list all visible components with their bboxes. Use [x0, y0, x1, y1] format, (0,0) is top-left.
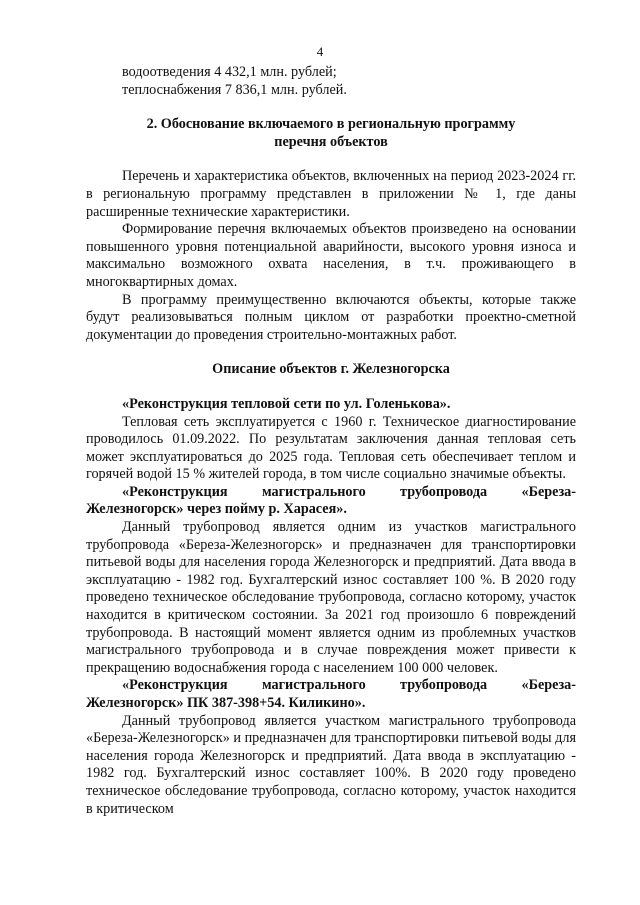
page-number: 4	[316, 44, 324, 59]
section-heading	[86, 116, 576, 151]
funding-lines	[86, 64, 576, 99]
object-2-title: «Реконструкция магистрального трубопровода «Береза-Железногорск» через пойму р. Харасея».	[86, 483, 576, 518]
paragraph-list-of-objects: Перечень и характеристика объектов, включенных на период 2023-2024 гг. в региональную программу представлен в приложении № 1, где даны расширенные технические характеристики.	[86, 168, 576, 220]
document-body	[86, 64, 576, 818]
funding-line-heating: теплоснабжения 7 836,1 млн. рублей.	[122, 81, 347, 98]
paragraph-selection-basis: Формирование перечня включаемых объектов произведено на основании повышенного уровня потенциальной аварийности, высокого уровня износа и максимально возможного охвата населения, в т.ч. проживающего в многоквартирных домах.	[86, 221, 576, 290]
object-3-description: Данный трубопровод является участком магистрального трубопровода «Береза-Железногорск» и предназначен для транспортировки питьевой воды для населения города Железногорск и предприятий. Дата ввода в эксплуатацию - 1982 год. Бухгалтерский износ составляет 100%. В 2020 году проведено техническое обследование трубопровода, согласно которому, участок находится в критическом	[86, 712, 576, 817]
objects-heading: Описание объектов г. Железногорска	[212, 361, 450, 378]
object-3-title: «Реконструкция магистрального трубопровода «Береза-Железногорск» ПК 387-398+54. Киликино».	[86, 677, 576, 711]
funding-line-sewerage: водоотведения 4 432,1 млн. рублей;	[122, 64, 337, 80]
object-2-description: Данный трубопровод является одним из участков магистрального трубопровода «Береза-Железногорск» и предназначен для транспортировки питьевой воды для населения города Железногорск и предприятий. Дата ввода в эксплуатацию - 1982 год. Бухгалтерский износ составляет 100 %. В 2020 году проведено техническое обследование трубопровода, согласно которому, участок находится в критическом состоянии. За 2021 год произошло 6 повреждений трубопровода. В настоящий момент является одним из проблемных участков магистрального трубопровода и в случае повреждения может привести к прекращению водоснабжения города с населением 100 000 человек.	[86, 519, 576, 676]
paragraph-full-cycle: В программу преимущественно включаются объекты, которые также будут реализовываться полным циклом от разработки проектно-сметной документации до проведения строительно-монтажных работ.	[86, 291, 576, 343]
object-1-description: Тепловая сеть эксплуатируется с 1960 г. Техническое диагностирование проводилось 01.09.2022. По результатам заключения данная тепловая сеть может эксплуатироваться до 2025 года. Тепловая сеть обеспечивает теплом и горячей водой 15 % жителей города, в том числе социально значимые объекты.	[86, 413, 576, 483]
section-title-line-1: 2. Обоснование включаемого в региональную программу	[146, 116, 516, 133]
object-1-title: «Реконструкция тепловой сети по ул. Голенькова».	[122, 395, 451, 412]
section-title-line-2: перечня объектов	[274, 133, 388, 150]
